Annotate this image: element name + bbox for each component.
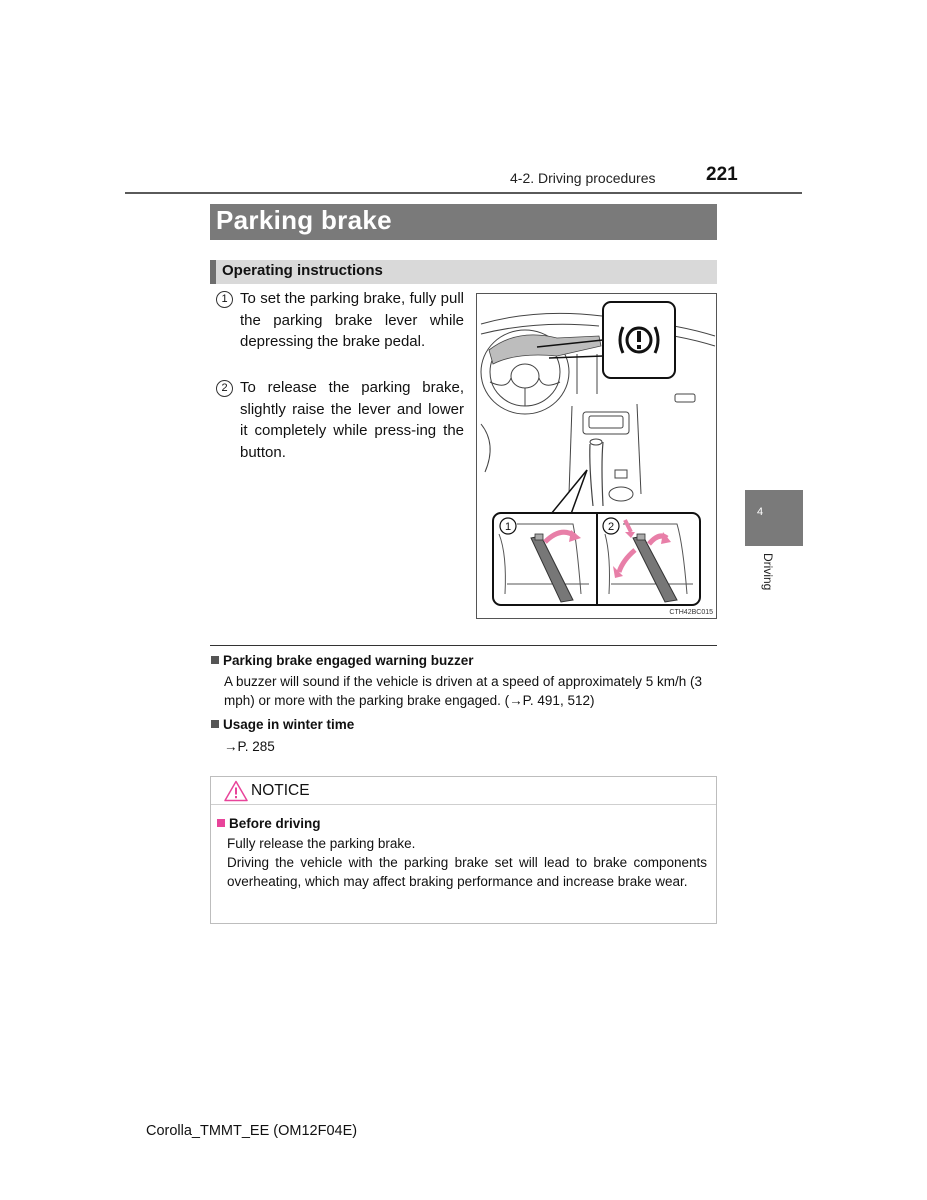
subsection-marker [210, 260, 216, 284]
chapter-tab [745, 490, 803, 546]
figure-code: CTH42BC015 [669, 609, 713, 616]
square-bullet-icon [211, 720, 219, 728]
parking-brake-figure [476, 293, 717, 619]
notice-heading-text: Before driving [229, 816, 321, 831]
page-title: Parking brake [216, 205, 392, 235]
header-section: 4-2. Driving procedures [510, 170, 656, 186]
footer-document-id: Corolla_TMMT_EE (OM12F04E) [146, 1123, 358, 1139]
figure-callout-2: 2 [607, 521, 615, 533]
note-heading-winter [211, 717, 354, 732]
step-1-number: 1 [216, 291, 233, 308]
page-number: 221 [706, 164, 738, 185]
chapter-label: Driving [761, 553, 775, 591]
subsection-bar [210, 260, 717, 284]
notice-box [210, 776, 717, 924]
notice-line-1: Fully release the parking brake. [227, 836, 416, 851]
figure-callout-1: 1 [504, 521, 512, 533]
step-2-number: 2 [216, 380, 233, 397]
square-bullet-icon [211, 656, 219, 664]
step-2-text: To release the parking brake, slightly raise the lever and lower it completely while press-ing the button. [240, 379, 464, 461]
step-1-text: To set the parking brake, fully pull the parking brake lever while depressing the brake pedal. [240, 290, 464, 350]
title-bar [210, 204, 717, 240]
notice-heading [217, 816, 321, 831]
section-rule [210, 645, 717, 646]
notice-label: NOTICE [251, 782, 310, 799]
note-text-winter: →P. 285 [224, 739, 275, 754]
notice-line-2: Driving the vehicle with the parking brake set will lead to brake components overheating, which may affect braking performance and increase brake wear. [227, 855, 707, 889]
note-heading-buzzer [211, 653, 474, 668]
chapter-number: 4 [757, 506, 764, 518]
notice-divider [211, 804, 716, 805]
note-heading-buzzer-text: Parking brake engaged warning buzzer [223, 653, 474, 668]
note-text-buzzer: A buzzer will sound if the vehicle is driven at a speed of approximately 5 km/h (3 mph) or more with the parking brake engaged. (→P. 491, 512) [224, 674, 702, 708]
pink-square-bullet-icon [217, 819, 225, 827]
header-rule [125, 192, 802, 194]
note-heading-winter-text: Usage in winter time [223, 717, 355, 732]
warning-triangle-icon [224, 780, 248, 802]
parking-brake-illustration [477, 294, 716, 618]
subsection-title: Operating instructions [222, 262, 383, 279]
